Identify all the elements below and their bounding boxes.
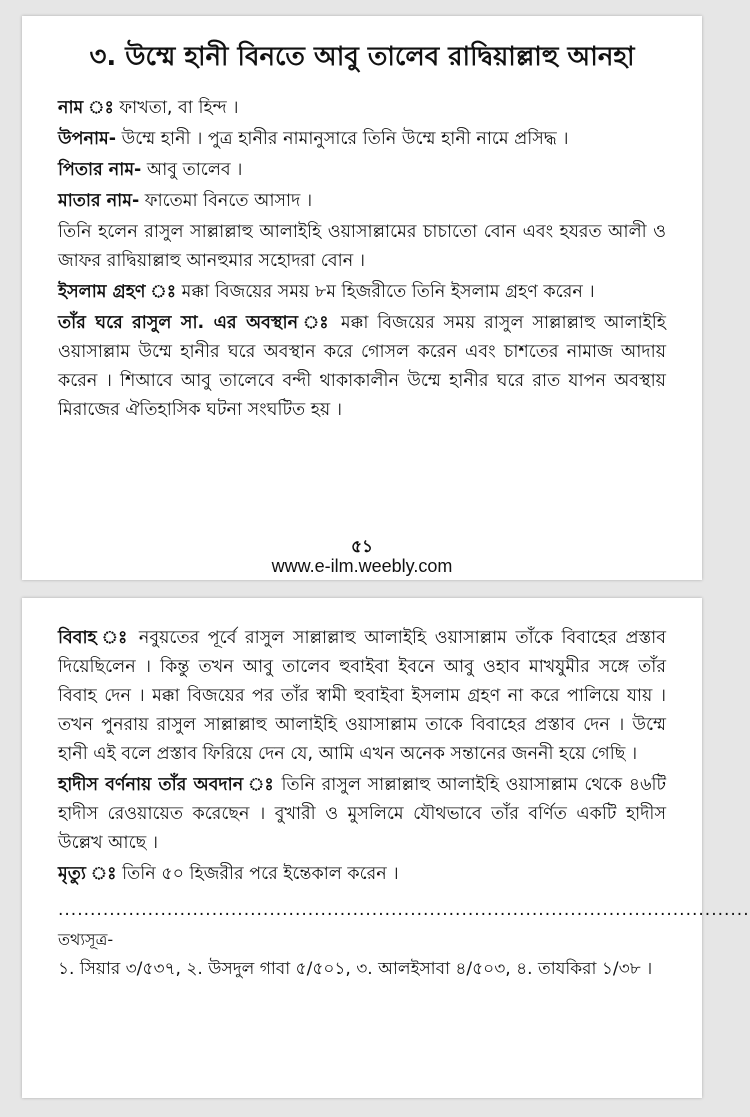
mother-label: মাতার নাম- xyxy=(58,191,140,211)
marriage-label: বিবাহ ঃ xyxy=(58,628,131,648)
dotted-separator: ............................................................................................................ xyxy=(58,900,750,920)
house-label: তাঁর ঘরে রাসুল সা. এর অবস্থান ঃ xyxy=(58,313,332,333)
death-text: তিনি ৫০ হিজরীর পরে ইন্তেকাল করেন । xyxy=(116,864,399,884)
father-text: আবু তালেব । xyxy=(141,160,243,180)
book-page-52 xyxy=(22,598,750,1098)
sources-heading: তথ্যসূত্র- xyxy=(58,930,114,949)
chapter-title: ৩. উম্মে হানী বিনতে আবু তালেব রাদ্বিয়াল্লাহু আনহা xyxy=(89,42,635,72)
page-number: ৫১ xyxy=(350,537,374,557)
death-paragraph xyxy=(58,860,666,889)
islam-text: মক্কা বিজয়ের সময় ৮ম হিজরীতে তিনি ইসলাম গ্রহণ করেন । xyxy=(176,282,595,302)
house-text: মক্কা বিজয়ের সময় রাসুল সাল্লাল্লাহু আলাইহি ওয়াসাল্লাম উম্মে হানীর ঘরে অবস্থান করে গোসল করেন এবং চাশতের নামাজ আদায় করেন । শিআবে আবু তালেবে বন্দী থাকাকালীন উম্মে হানীর ঘরে রাত যাপন অবস্থায় মিরাজের ঐতিহাসিক ঘটনা সংঘটিত হয় । xyxy=(58,313,666,420)
name-label: নাম ঃ xyxy=(58,98,114,118)
nickname-label: উপনাম- xyxy=(58,129,117,149)
death-label: মৃত্যু ঃ xyxy=(58,864,117,884)
name-text: ফাখতা, বা হিন্দ । xyxy=(113,98,239,118)
hadith-paragraph xyxy=(58,771,666,858)
islam-label: ইসলাম গ্রহণ ঃ xyxy=(58,282,177,302)
relation-paragraph: তিনি হলেন রাসুল সাল্লাল্লাহু আলাইহি ওয়াসাল্লামের চাচাতো বোন এবং হযরত আলী ও জাফর রাদ্বিয়াল্লাহু আনহুমার সহোদরা বোন । xyxy=(58,222,666,271)
website-url: www.e-ilm.weebly.com xyxy=(271,556,453,576)
hadith-text: তিনি রাসুল সাল্লাল্লাহু আলাইহি ওয়াসাল্লাম থেকে ৪৬টি হাদীস রেওয়ায়েত করেছেন । বুখারী ও মুসলিমে যৌথভাবে তাঁর বর্ণিত একটি হাদীস উল্লেখ আছে । xyxy=(58,775,667,853)
hadith-label: হাদীস বর্ণনায় তাঁর অবদান ঃ xyxy=(58,775,275,795)
marriage-text: নবুয়তের পূর্বে রাসুল সাল্লাল্লাহু আলাইহি ওয়াসাল্লাম তাঁকে বিবাহের প্রস্তাব দিয়েছিলেন । কিন্তু তখন আবু তালেব হুবাইবা ইবনে আবু ওহাব মাখযুমীর সঙ্গে তাঁর বিবাহ দেন । মক্কা বিজয়ের পর তাঁর স্বামী হুবাইবা ইসলাম গ্রহণ না করে পালিয়ে যায় । তখন পুনরায় রাসুল সাল্লাল্লাহু আলাইহি ওয়াসাল্লাম তাকে বিবাহের প্রস্তাব দেন । উম্মে হানী এই বলে প্রস্তাব ফিরিয়ে দেন যে, আমি এখন অনেক সন্তানের জননী হয়ে গেছি । xyxy=(58,628,666,764)
father-label: পিতার নাম- xyxy=(58,160,142,180)
house-paragraph xyxy=(58,309,666,425)
book-page-51 xyxy=(22,16,702,580)
name-paragraph xyxy=(58,94,666,123)
father-paragraph xyxy=(58,156,666,185)
nickname-paragraph xyxy=(58,125,666,154)
marriage-paragraph xyxy=(58,624,666,769)
nickname-text: উম্মে হানী । পুত্র হানীর নামানুসারে তিনি উম্মে হানী নামে প্রসিদ্ধ । xyxy=(116,129,569,149)
mother-paragraph xyxy=(58,187,666,216)
sources-list: ১. সিয়ার ৩/৫৩৭, ২. উসদুল গাবা ৫/৫০১, ৩. আলইসাবা ৪/৫০৩, ৪. তাযকিরা ১/৩৮ । xyxy=(58,959,653,979)
islam-paragraph xyxy=(58,278,666,307)
mother-text: ফাতেমা বিনতে আসাদ । xyxy=(139,191,313,211)
